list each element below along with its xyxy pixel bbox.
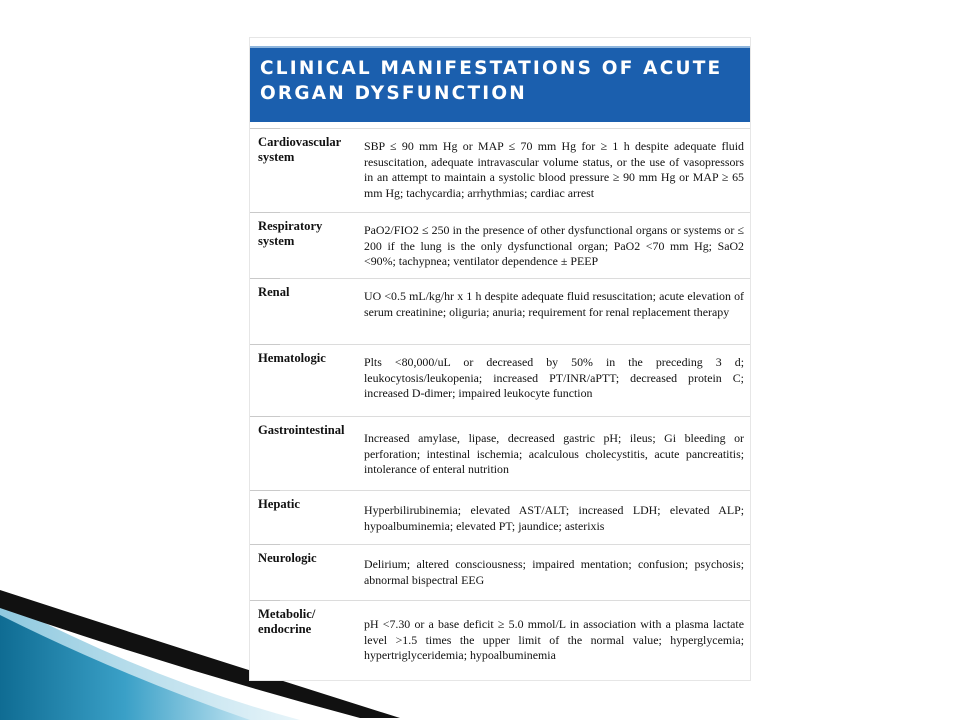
manifestations-text: Increased amylase, lipase, decreased gastric pH; ileus; Gi bleeding or perforation; intestinal ischemia; acalculous cholecystitis, acute pancreatitis; intolerance of enteral nutrition xyxy=(364,431,744,477)
system-label: Gastrointestinal xyxy=(258,423,345,437)
system-label: Hematologic xyxy=(258,351,326,365)
table-row xyxy=(250,544,750,601)
title-line-2: ORGAN DYSFUNCTION xyxy=(260,83,527,104)
manifestations-text: pH <7.30 or a base deficit ≥ 5.0 mmol/L in association with a plasma lactate level >1.5 times the upper limit of the normal value; hyperglycemia; hypertriglyceridemia; hypoalbuminemia xyxy=(364,617,744,663)
manifestations-text: Hyperbilirubinemia; elevated AST/ALT; increased LDH; elevated ALP; hypoalbuminemia; elevated PT; jaundice; asterixis xyxy=(364,503,744,533)
table-row xyxy=(250,128,750,213)
system-label: Cardiovascular system xyxy=(258,135,342,164)
title-line-1: CLINICAL MANIFESTATIONS OF ACUTE xyxy=(260,58,723,79)
system-label: Renal xyxy=(258,285,290,299)
clinical-table-card xyxy=(250,38,750,680)
system-label: Respiratory system xyxy=(258,219,323,248)
manifestations-text: SBP ≤ 90 mm Hg or MAP ≤ 70 mm Hg for ≥ 1 h despite adequate fluid resuscitation, adequate intravascular volume status, or the use of vasopressors in an attempt to maintain a systolic blood pressure ≥ 90 mm Hg or MAP ≥ 65 mm Hg; tachycardia; arrhythmias; cardiac arrest xyxy=(364,139,744,200)
manifestations-text: Delirium; altered consciousness; impaired mentation; confusion; psychosis; abnormal bispectral EEG xyxy=(364,557,744,587)
system-label: Hepatic xyxy=(258,497,300,511)
table-row xyxy=(250,490,750,545)
system-label: Neurologic xyxy=(258,551,317,565)
title-banner xyxy=(250,46,750,122)
table-row xyxy=(250,416,750,491)
page-title xyxy=(260,56,740,106)
table-row xyxy=(250,212,750,279)
manifestations-text: UO <0.5 mL/kg/hr x 1 h despite adequate fluid resuscitation; acute elevation of serum creatinine; oliguria; anuria; requirement for renal replacement therapy xyxy=(364,289,744,319)
table-row xyxy=(250,278,750,345)
table-row xyxy=(250,344,750,417)
table-row xyxy=(250,600,750,677)
system-label: Metabolic/ endocrine xyxy=(258,607,316,636)
manifestations-text: Plts <80,000/uL or decreased by 50% in the preceding 3 d; leukocytosis/leukopenia; increased PT/INR/aPTT; decreased protein C; increased D-dimer; impaired leukocyte function xyxy=(364,355,744,401)
manifestations-text: PaO2/FIO2 ≤ 250 in the presence of other dysfunctional organs or systems or ≤ 200 if the lung is the only dysfunctional organ; PaO2 <70 mm Hg; SaO2 <90%; tachypnea; ventilator dependence ± PEEP xyxy=(364,223,744,269)
